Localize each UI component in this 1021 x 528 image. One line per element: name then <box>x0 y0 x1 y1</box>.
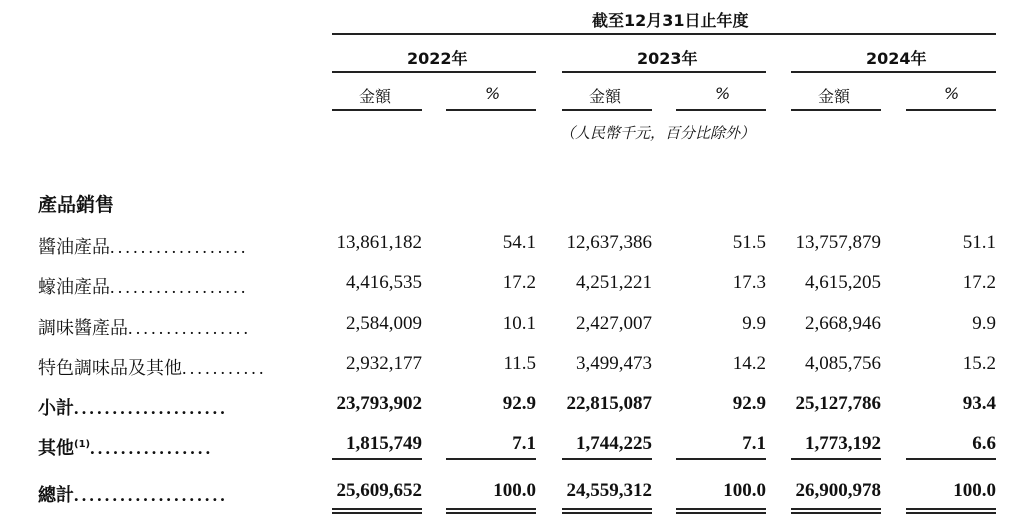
row-label-text: 蠔油產品 <box>38 277 110 298</box>
total-double-rule <box>562 512 652 514</box>
percent-cell: 6.6 <box>972 433 996 454</box>
total-double-rule <box>906 512 996 514</box>
section-title: 產品銷售 <box>38 194 115 216</box>
percent-cell: 17.2 <box>962 272 996 293</box>
unit-note: （人民幣千元，百分比除外） <box>560 124 756 142</box>
row-label <box>38 481 228 507</box>
col-rule <box>791 109 881 111</box>
percent-cell: 17.3 <box>732 272 766 293</box>
col-rule <box>446 109 536 111</box>
amount-cell: 2,584,009 <box>346 313 422 334</box>
leader-dots: .................. <box>110 237 249 257</box>
total-double-rule <box>446 512 536 514</box>
col-pct-2023: % <box>715 84 731 103</box>
leader-dots: ................ <box>90 438 214 458</box>
subtotal-rule <box>562 458 652 460</box>
amount-cell: 4,615,205 <box>805 272 881 293</box>
col-rule <box>676 109 766 111</box>
subtotal-rule <box>791 458 881 460</box>
amount-cell: 1,744,225 <box>576 433 652 454</box>
year-2024: 2024年 <box>866 49 927 68</box>
leader-dots: .................. <box>110 277 249 297</box>
row-label-text: 總計 <box>38 485 74 506</box>
year-rule-2024 <box>791 71 996 73</box>
percent-cell: 11.5 <box>503 353 536 374</box>
percent-cell: 17.2 <box>502 272 536 293</box>
percent-cell: 7.1 <box>742 433 766 454</box>
percent-cell: 15.2 <box>962 353 996 374</box>
leader-dots: ........... <box>182 358 267 378</box>
subtotal-rule <box>676 458 766 460</box>
period-heading: 截至12月31日止年度 <box>592 11 749 30</box>
col-rule <box>906 109 996 111</box>
amount-cell: 4,416,535 <box>346 272 422 293</box>
col-amount-2024: 金額 <box>818 87 851 106</box>
col-amount-2023: 金額 <box>589 87 622 106</box>
amount-cell: 25,127,786 <box>795 393 881 414</box>
row-label <box>38 394 228 420</box>
amount-cell: 25,609,652 <box>336 480 422 501</box>
row-label-text: 調味醬產品 <box>38 318 128 339</box>
col-pct-2022: % <box>485 84 501 103</box>
percent-cell: 92.9 <box>502 393 536 414</box>
subtotal-rule <box>906 458 996 460</box>
amount-cell: 23,793,902 <box>336 393 422 414</box>
amount-cell: 12,637,386 <box>566 232 652 253</box>
amount-cell: 1,815,749 <box>346 433 422 454</box>
percent-cell: 100.0 <box>493 480 536 501</box>
percent-cell: 10.1 <box>502 313 536 334</box>
amount-cell: 13,861,182 <box>336 232 422 253</box>
percent-cell: 51.1 <box>962 232 996 253</box>
total-double-rule <box>562 508 652 510</box>
amount-cell: 4,251,221 <box>576 272 652 293</box>
subtotal-rule <box>446 458 536 460</box>
amount-cell: 3,499,473 <box>576 353 652 374</box>
total-double-rule <box>791 512 881 514</box>
row-label-text: 小計 <box>38 398 74 419</box>
col-amount-2022: 金額 <box>359 87 392 106</box>
amount-cell: 22,815,087 <box>566 393 652 414</box>
total-double-rule <box>906 508 996 510</box>
amount-cell: 4,085,756 <box>805 353 881 374</box>
total-double-rule <box>446 508 536 510</box>
row-label <box>38 233 249 259</box>
year-rule-2022 <box>332 71 536 73</box>
percent-cell: 100.0 <box>723 480 766 501</box>
row-label <box>38 314 251 340</box>
total-double-rule <box>676 508 766 510</box>
amount-cell: 2,668,946 <box>805 313 881 334</box>
year-rule-2023 <box>562 71 766 73</box>
leader-dots: .................... <box>74 485 228 505</box>
percent-cell: 9.9 <box>972 313 996 334</box>
percent-cell: 93.4 <box>962 393 996 414</box>
subtotal-rule <box>332 458 422 460</box>
percent-cell: 54.1 <box>502 232 536 253</box>
leader-dots: ................ <box>128 318 252 338</box>
percent-cell: 92.9 <box>732 393 766 414</box>
percent-cell: 100.0 <box>953 480 996 501</box>
total-double-rule <box>676 512 766 514</box>
row-label-text: 特色調味品及其他 <box>38 358 182 379</box>
year-2023: 2023年 <box>637 49 698 68</box>
row-label <box>38 273 249 299</box>
amount-cell: 2,427,007 <box>576 313 652 334</box>
row-label-text: 其他 <box>38 438 74 459</box>
period-rule <box>332 33 996 35</box>
col-rule <box>562 109 652 111</box>
row-label <box>38 354 267 380</box>
amount-cell: 1,773,192 <box>805 433 881 454</box>
total-double-rule <box>791 508 881 510</box>
row-label-text: 醬油產品 <box>38 237 110 258</box>
percent-cell: 9.9 <box>742 313 766 334</box>
total-double-rule <box>332 508 422 510</box>
leader-dots: .................... <box>74 398 228 418</box>
amount-cell: 13,757,879 <box>795 232 881 253</box>
footnote-marker: (1) <box>74 439 91 450</box>
amount-cell: 24,559,312 <box>566 480 652 501</box>
amount-cell: 26,900,978 <box>795 480 881 501</box>
amount-cell: 2,932,177 <box>346 353 422 374</box>
row-label <box>38 434 213 460</box>
year-2022: 2022年 <box>407 49 468 68</box>
col-pct-2024: % <box>944 84 960 103</box>
percent-cell: 51.5 <box>732 232 766 253</box>
total-double-rule <box>332 512 422 514</box>
col-rule <box>332 109 422 111</box>
percent-cell: 7.1 <box>512 433 536 454</box>
percent-cell: 14.2 <box>732 353 766 374</box>
